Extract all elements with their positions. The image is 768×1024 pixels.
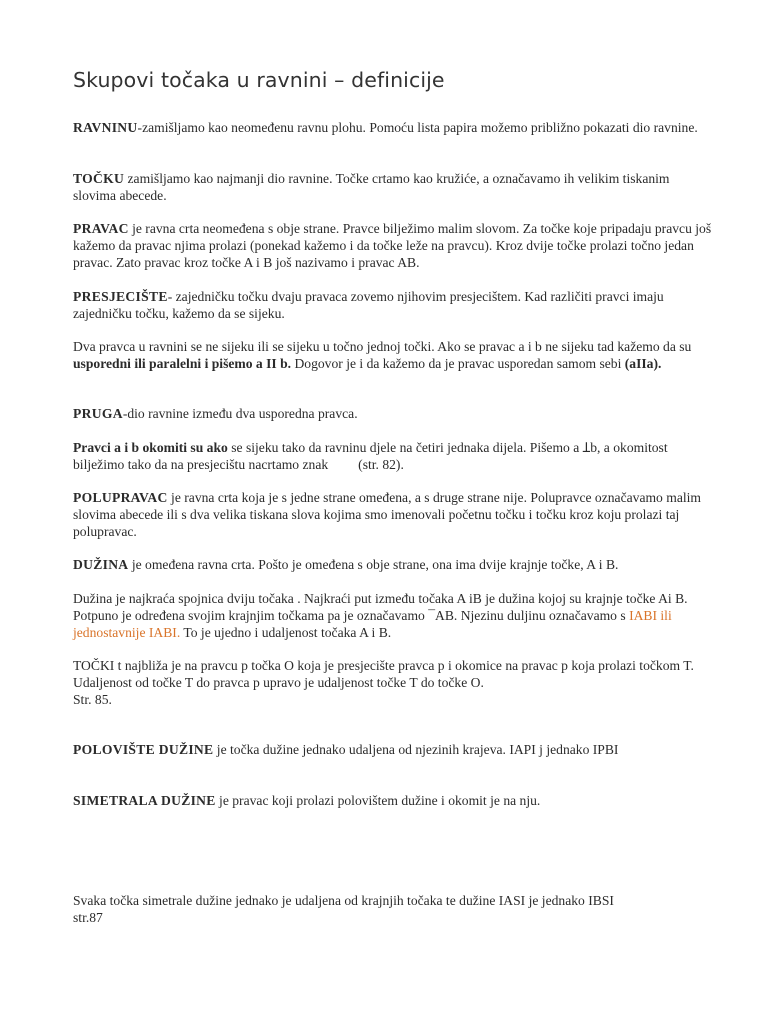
text-polupravac: je ravna crta koja je s jedne strane omeđena, a s druge strane nije. Polupravce označavamo malim slovima abecede ili s dva velika tiskana slova kojima smo imenovali početnu točku i točku kroz koju prolazi taj polupravac. (73, 490, 701, 539)
text-pravac: je ravna crta neomeđena s obje strane. Pravce bilježimo malim slovom. Za točke koje pripadaju pravcu još kažemo da pravac njima prolazi (ponekad kažemo i da točke leže na pravcu). Kroz dvije točke prolazi točno jedan pravac. Zato pravac kroz točke A i B još nazivamo i pravac AB. (73, 221, 712, 270)
bold-paralelni-2: (aIIa). (624, 356, 662, 371)
text-simetrala: je pravac koji prolazi polovištem dužine i okomit je na nju. (215, 793, 541, 808)
term-ravnina: RAVNINU (73, 120, 138, 135)
term-simetrala: SIMETRALA DUŽINE (73, 793, 216, 808)
text-svaka-tocka: Svaka točka simetrale dužine jednako je udaljena od krajnjih točaka te dužine IASI je jednako IBSI (73, 893, 614, 908)
ref-tocki-t: Str. 85. (73, 692, 112, 707)
paragraph-presjeciste (73, 288, 713, 322)
term-pruga: PRUGA (73, 406, 123, 421)
text-pruga: -dio ravnine između dva usporedna pravca. (122, 406, 358, 421)
term-duzina: DUŽINA (73, 557, 129, 572)
paragraph-simetrala (73, 792, 713, 809)
text-poloviste: je točka dužine jednako udaljena od njezinih krajeva. IAPI j jednako IPBI (213, 742, 619, 757)
term-tocka: TOČKU (73, 171, 125, 186)
paragraph-pravac (73, 220, 713, 271)
term-presjeciste: PRESJECIŠTE (73, 289, 168, 304)
paragraph-tocka (73, 170, 713, 204)
bold-okomiti: Pravci a i b okomiti su ako (73, 440, 228, 455)
paragraph-poloviste (73, 741, 713, 758)
paragraph-polupravac (73, 489, 713, 540)
paragraph-pruga (73, 405, 713, 422)
text-duzina2-2: To je ujedno i udaljenost točaka A i B. (180, 625, 392, 640)
paragraph-okomiti (73, 439, 713, 473)
highlight-duzina-length: IABI ili jednostavnije IABI. (73, 608, 672, 640)
page-title: Skupovi točaka u ravnini – definicije (73, 68, 445, 92)
paragraph-ravnina (73, 119, 713, 136)
text-ravnina: -zamišljamo kao neomeđenu ravnu plohu. Pomoću lista papira možemo približno pokazati dio ravnine. (137, 120, 698, 135)
paragraph-paralelni (73, 338, 713, 372)
text-paralelni-1: Dva pravca u ravnini se ne sijeku ili se sijeku u točno jednoj točki. Ako se pravac a i b ne sijeku tad kažemo da su (73, 339, 692, 354)
term-polupravac: POLUPRAVAC (73, 490, 168, 505)
text-okomiti: se sijeku tako da ravninu djele na četiri jednaka dijela. Pišemo a Ʇb, a okomitost bilježimo tako da na presjecištu nacrtamo znak (73, 440, 668, 472)
text-presjeciste: - zajedničku točku dvaju pravaca zovemo njihovim presjecištem. Kad različiti pravci imaju zajedničku točku, kažemo da se sijeku. (73, 289, 664, 321)
term-poloviste: POLOVIŠTE DUŽINE (73, 742, 214, 757)
text-duzina: je omeđena ravna crta. Pošto je omeđena s obje strane, ona ima dvije krajnje točke, A i B. (128, 557, 619, 572)
paragraph-duzina-2 (73, 590, 713, 641)
ref-svaka-tocka: str.87 (73, 910, 103, 925)
paragraph-tocki-t (73, 657, 713, 708)
paragraph-svaka-tocka (73, 892, 713, 926)
paragraph-duzina (73, 556, 713, 573)
text-tocka: zamišljamo kao najmanji dio ravnine. Točke crtamo kao kružiće, a označavamo ih velikim tiskanim slovima abecede. (73, 171, 670, 203)
bold-paralelni-1: usporedni ili paralelni i pišemo a II b. (73, 356, 292, 371)
text-duzina2-1: Dužina je najkraća spojnica dviju točaka . Najkraći put između točaka A iB je dužina kojoj su krajnje točke Ai B. Potpuno je određena svojim krajnjim točkama pa je označavamo ¯AB. Njezinu duljinu označavamo s (73, 591, 688, 623)
term-pravac: PRAVAC (73, 221, 129, 236)
text-tocki-t: TOČKI t najbliža je na pravcu p točka O koja je presjecište pravca p i okomice na pravac p koja prolazi točkom T. Udaljenost od točke T do pravca p upravo je udaljenost točke T do točke O. (73, 658, 694, 690)
text-paralelni-2: Dogovor je i da kažemo da je pravac usporedan samom sebi (291, 356, 625, 371)
ref-okomiti: (str. 82). (358, 457, 404, 472)
